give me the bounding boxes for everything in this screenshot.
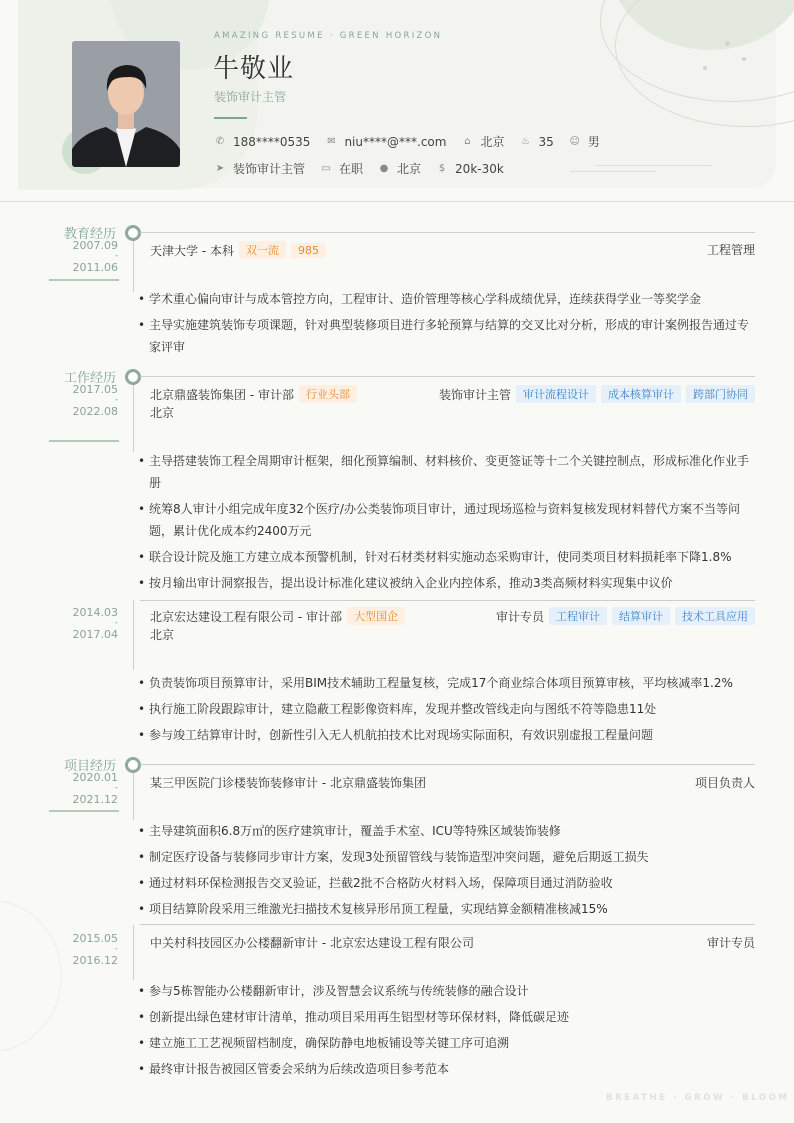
skill-tag: 结算审计 <box>612 607 670 625</box>
work-role <box>439 385 755 403</box>
accent-underline <box>214 117 247 119</box>
contact-gender: ☺ 男 <box>569 135 600 149</box>
list-item: • 主导实施建筑装饰专项课题，针对典型装修项目进行多轮预算与结算的交叉比对分析，形成的审计案例报告通过专家评审 <box>138 318 750 354</box>
project-bullets <box>138 820 759 920</box>
list-item: • 按月输出审计洞察报告，提出设计标准化建议被纳入企业内控体系，推动3类高频材料实现集中议价 <box>138 576 673 590</box>
date-underline <box>49 279 119 281</box>
decor-arc <box>0 900 62 1052</box>
intent-row <box>214 160 519 177</box>
skill-tag: 成本核算审计 <box>601 385 681 403</box>
date-range: 2007.09 - 2011.06 <box>72 239 118 274</box>
list-item: • 参与竣工结算审计时，创新性引入无人机航拍技术比对现场实际面积，有效识别虚报工程量问题 <box>138 728 654 742</box>
briefcase-icon: ▭ <box>321 163 331 174</box>
role-title: 审计专员 <box>495 609 544 624</box>
section-node <box>125 757 141 773</box>
timeline-line <box>133 925 134 980</box>
skill-tag: 审计流程设计 <box>516 385 596 403</box>
timeline-line <box>133 600 134 670</box>
contact-phone[interactable]: ✆ 188****0535 <box>215 134 311 149</box>
school-name: 天津大学 - 本科 <box>150 243 234 258</box>
education-entry-head <box>150 241 326 259</box>
list-item: • 统筹8人审计小组完成年度32个医疗/办公类装饰项目审计，通过现场巡检与资料复核发现材料替代方案不当等问题，累计优化成本约2400万元 <box>138 502 740 538</box>
school-tag: 双一流 <box>239 241 286 259</box>
company-tag: 大型国企 <box>347 607 405 625</box>
list-item: • 项目结算阶段采用三维激光扫描技术复核异形吊顶工程量，实现结算金额精准核减15% <box>138 902 608 916</box>
project-role: 审计专员 <box>706 936 755 950</box>
work-bullets <box>138 672 759 746</box>
decor-line <box>596 165 711 166</box>
section-title-work: 工作经历 <box>63 371 116 386</box>
send-icon: ➤ <box>215 163 225 174</box>
date-range: 2017.05 - 2022.08 <box>72 383 118 418</box>
header-divider <box>0 201 794 202</box>
education-bullets <box>138 288 759 358</box>
section-title-projects: 项目经历 <box>63 759 116 774</box>
school-tag: 985 <box>291 243 326 258</box>
mail-icon: ✉ <box>327 136 336 147</box>
decor-dot <box>742 57 746 61</box>
intent-position: ➤ 装饰审计主管 <box>215 162 306 176</box>
section-node <box>125 369 141 385</box>
header-tagline: AMAZING RESUME · GREEN HORIZON <box>214 31 443 41</box>
date-underline <box>49 810 119 812</box>
work-entry-head <box>150 385 357 403</box>
skill-tag: 跨部门协同 <box>686 385 755 403</box>
contact-age: ♨ 35 <box>520 134 554 149</box>
date-underline <box>49 440 119 442</box>
work-bullets <box>138 450 759 594</box>
list-item: • 制定医疗设备与装修同步审计方案，发现3处预留管线与装饰造型冲突问题，避免后期返工损失 <box>138 850 649 864</box>
candidate-title: 装饰审计主管 <box>214 90 287 104</box>
entry-rule <box>140 924 755 925</box>
person-silhouette-icon <box>72 41 180 167</box>
list-item: • 建立施工工艺视频留档制度，确保防静电地板铺设等关键工序可追溯 <box>138 1036 510 1050</box>
intent-salary: $ 20k-30k <box>436 162 504 176</box>
list-item: • 主导建筑面积6.8万㎡的医疗建筑审计，覆盖手术室、ICU等特殊区域装饰装修 <box>138 824 561 838</box>
money-icon: $ <box>438 163 446 174</box>
list-item: • 学术重心偏向审计与成本管控方向，工程审计、造价管理等核心学科成绩优异，连续获得学业一等奖学金 <box>138 292 702 306</box>
gender-icon: ☺ <box>569 136 580 147</box>
education-major: 工程管理 <box>706 243 755 257</box>
footer-tagline: BREATHE · GROW · BLOOM <box>606 1093 790 1103</box>
project-role: 项目负责人 <box>694 776 755 790</box>
work-city: 北京 <box>150 406 175 420</box>
role-title: 装饰审计主管 <box>438 387 511 402</box>
project-name: 中关村科技园区办公楼翻新审计 - 北京宏达建设工程有限公司 <box>150 936 474 950</box>
section-rule <box>140 376 755 377</box>
section-rule <box>140 764 755 765</box>
list-item: • 创新提出绿色建材审计清单，推动项目采用再生铝型材等环保材料，降低碳足迹 <box>138 1010 570 1024</box>
timeline-line <box>133 232 134 292</box>
timeline-line <box>133 765 134 820</box>
decor-line <box>570 171 656 172</box>
decor-dot <box>703 66 707 70</box>
contact-email[interactable]: ✉ niu****@***.com <box>327 134 447 149</box>
list-item: • 联合设计院及施工方建立成本预警机制，针对石材类材料实施动态采购审计，使同类项目材料损耗率下降1.8% <box>138 550 732 564</box>
date-range: 2020.01 - 2021.12 <box>72 771 118 806</box>
list-item: • 主导搭建装饰工程全周期审计框架，细化预算编制、材料核价、变更签证等十二个关键控制点，形成标准化作业手册 <box>138 454 750 490</box>
list-item: • 负责装饰项目预算审计，采用BIM技术辅助工程量复核，完成17个商业综合体项目预算审核，平均核减率1.2% <box>138 676 733 690</box>
cake-icon: ♨ <box>520 136 530 147</box>
company-tag: 行业头部 <box>299 385 357 403</box>
section-title-education: 教育经历 <box>63 227 116 242</box>
contact-location: ⌂ 北京 <box>461 133 504 150</box>
list-item: • 执行施工阶段跟踪审计，建立隐蔽工程影像资料库，发现并整改管线走向与图纸不符等隐患11处 <box>138 702 657 716</box>
phone-icon: ✆ <box>215 136 225 147</box>
company-name: 北京鼎盛装饰集团 - 审计部 <box>150 387 294 402</box>
location-pin-icon: ● <box>379 163 389 174</box>
skill-tag: 技术工具应用 <box>675 607 755 625</box>
section-node <box>125 225 141 241</box>
work-entry-head <box>150 607 405 625</box>
candidate-name: 牛敬业 <box>213 54 295 84</box>
work-city: 北京 <box>150 628 175 642</box>
skill-tag: 工程审计 <box>549 607 607 625</box>
decor-dot <box>725 41 730 46</box>
timeline-line <box>133 376 134 452</box>
intent-status: ▭ 在职 <box>321 162 364 176</box>
entry-rule <box>140 600 755 601</box>
section-rule <box>140 232 755 233</box>
project-bullets <box>138 980 759 1080</box>
contact-row <box>214 133 615 150</box>
list-item: • 参与5栋智能办公楼翻新审计，涉及智慧会议系统与传统装修的融合设计 <box>138 984 529 998</box>
date-range: 2015.05 - 2016.12 <box>72 932 118 967</box>
avatar <box>72 41 180 167</box>
home-icon: ⌂ <box>464 136 471 147</box>
project-name: 某三甲医院门诊楼装饰装修审计 - 北京鼎盛装饰集团 <box>150 776 426 790</box>
list-item: • 最终审计报告被园区管委会采纳为后续改造项目参考范本 <box>138 1062 450 1076</box>
work-role <box>496 607 755 625</box>
company-name: 北京宏达建设工程有限公司 - 审计部 <box>150 609 342 624</box>
date-range: 2014.03 - 2017.04 <box>72 606 118 641</box>
intent-city: ● 北京 <box>379 162 422 176</box>
list-item: • 通过材料环保检测报告交叉验证，拦截2批不合格防火材料入场，保障项目通过消防验收 <box>138 876 613 890</box>
